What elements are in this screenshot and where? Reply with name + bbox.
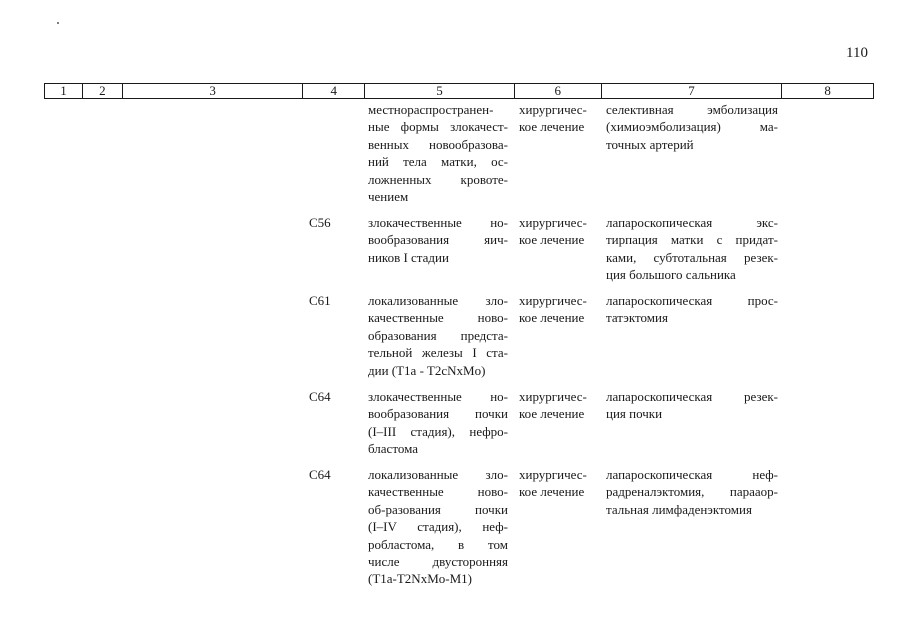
method-cell [519,292,597,327]
treatment-line: селективная эмболизация [606,102,778,117]
treatment-line: лапароскопическая прос- [606,293,778,308]
diagnosis-line: (T1a-T2NxMo-M1) [368,571,472,587]
diagnosis-line: дии (T1a - T2cNxMo) [368,362,486,378]
treatment-line: точных артерий [606,136,694,152]
column-header-1: 1 [45,84,83,98]
method-line: кое лечение [519,406,585,422]
column-header-3: 3 [123,84,304,98]
method-line: хирургичес- [519,215,587,230]
treatment-line: лапароскопическая резек- [606,389,778,404]
treatment-line: (химиоэмболизация) ма- [606,119,778,135]
diagnosis-line: ников I стадии [368,249,449,265]
column-header-6: 6 [515,84,602,98]
table-header-row [44,83,874,99]
treatment-line: тальная лимфаденэктомия [606,501,752,517]
diagnosis-line: вообразования почки [368,406,508,422]
diagnosis-line: чением [368,189,409,205]
diagnosis-cell [368,214,508,266]
diagnosis-line: ний тела матки, ос- [368,154,508,170]
diagnosis-line: ложненных кровоте- [368,171,508,187]
treatment-line: ция почки [606,406,663,422]
diagnosis-line: качественные ново- [368,310,508,326]
treatment-cell [606,101,778,153]
diagnosis-line: робластома, в том [368,536,508,552]
diagnosis-line: локализованные зло- [368,467,508,482]
icd-code: C61 [309,293,331,308]
treatment-cell [606,214,778,284]
diagnosis-line: числе двусторонняя [368,554,508,570]
diagnosis-line: бластома [368,441,418,457]
method-line: кое лечение [519,484,585,500]
method-cell [519,466,597,501]
diagnosis-line: локализованные зло- [368,293,508,308]
page-number: 110 [846,45,868,61]
diagnosis-line: злокачественные но- [368,215,508,230]
diagnosis-line: об-разования почки [368,501,508,517]
diagnosis-line: вообразования яич- [368,232,508,248]
scan-speck [57,22,59,24]
diagnosis-cell [368,466,508,588]
diagnosis-line: злокачественные но- [368,389,508,404]
method-cell [519,101,597,136]
diagnosis-cell [368,101,508,205]
treatment-line: татэктомия [606,310,668,326]
icd-code: C64 [309,389,331,404]
diagnosis-line: качественные ново- [368,484,508,500]
method-line: кое лечение [519,232,585,248]
method-cell [519,214,597,249]
diagnosis-line: образования предста- [368,327,508,343]
method-line: хирургичес- [519,102,587,117]
method-line: хирургичес- [519,467,587,482]
diagnosis-line: местнораспространен- [368,102,494,117]
treatment-line: ция большого сальника [606,267,736,283]
column-header-2: 2 [83,84,123,98]
icd-code: C64 [309,467,331,482]
diagnosis-line: (I–IV стадия), неф- [368,519,508,535]
column-header-8: 8 [824,83,831,98]
treatment-line: лапароскопическая неф- [606,467,778,482]
treatment-line: тирпация матки с придат- [606,232,778,248]
treatment-line: ками, субтотальная резек- [606,249,778,265]
diagnosis-line: (I–III стадия), нефро- [368,423,508,439]
column-header-4: 4 [303,84,365,98]
column-header-7: 7 [602,84,783,98]
diagnosis-cell [368,388,508,458]
diagnosis-line: венных новообразова- [368,136,508,152]
diagnosis-line: тельной железы I ста- [368,345,508,361]
method-line: хирургичес- [519,293,587,308]
method-line: хирургичес- [519,389,587,404]
treatment-cell [606,292,778,327]
diagnosis-cell [368,292,508,379]
method-line: кое лечение [519,119,585,135]
treatment-cell [606,388,778,423]
column-header-5: 5 [365,84,515,98]
treatment-line: радреналэктомия, парааор- [606,484,778,500]
method-line: кое лечение [519,310,585,326]
diagnosis-line: ные формы злокачест- [368,119,508,135]
treatment-cell [606,466,778,518]
treatment-line: лапароскопическая экс- [606,215,778,230]
method-cell [519,388,597,423]
icd-code: C56 [309,215,331,230]
